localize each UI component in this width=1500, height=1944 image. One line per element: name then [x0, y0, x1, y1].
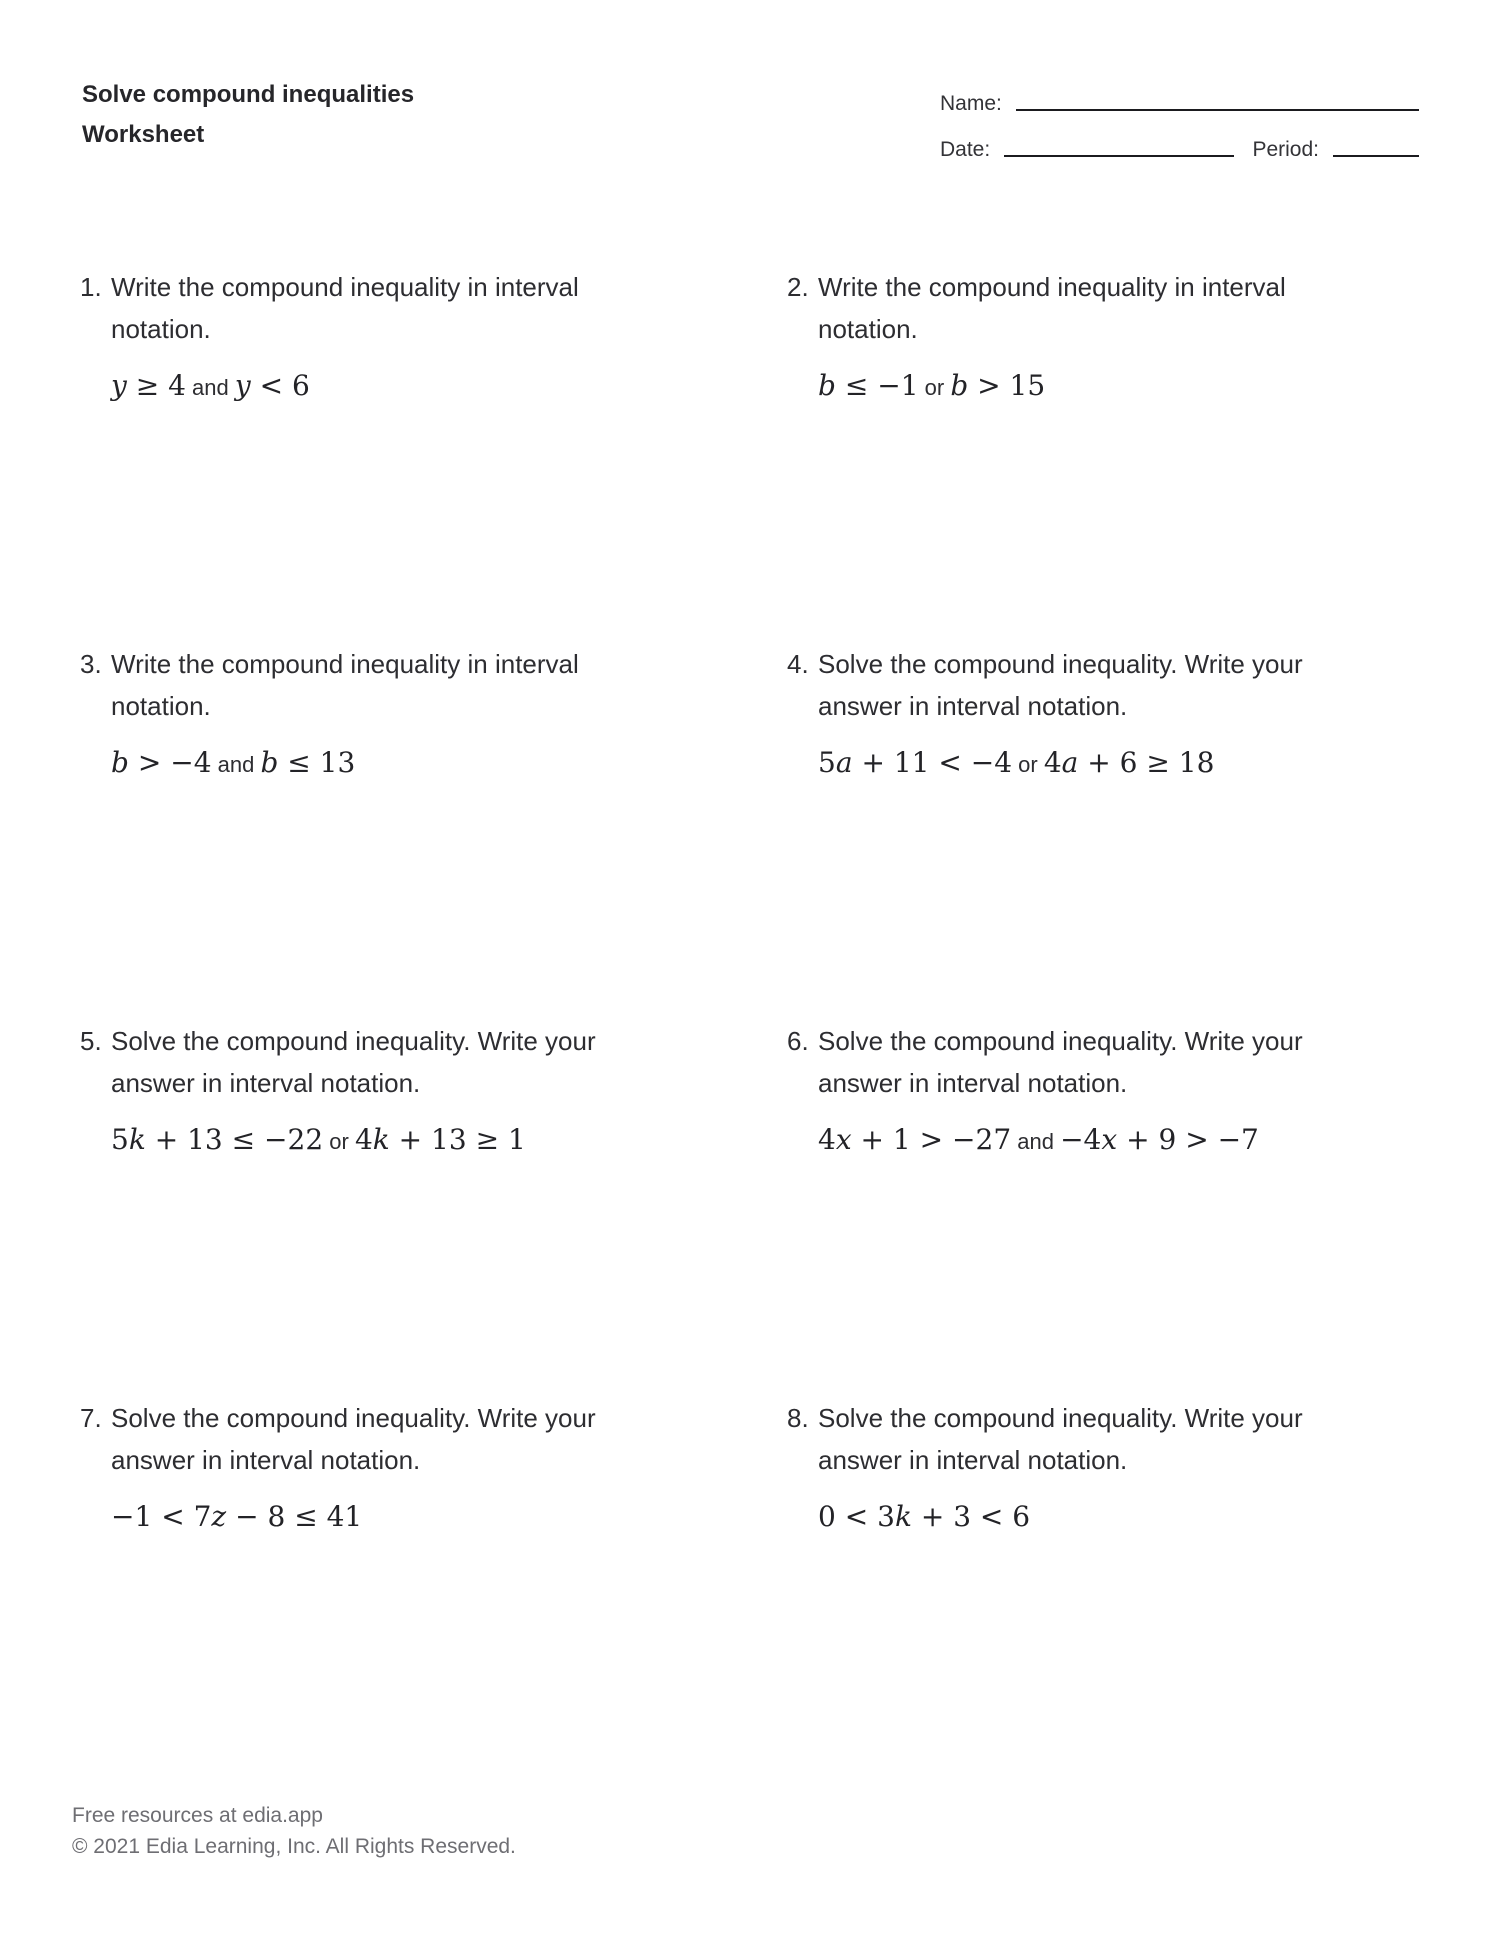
connector-word: or [1012, 752, 1044, 777]
problem-number: 5. [80, 1026, 102, 1056]
math-segment: b > −4 [111, 746, 212, 779]
connector-word: and [1011, 1129, 1061, 1154]
problem-item [80, 1020, 720, 1397]
math-variable: x [1101, 1123, 1118, 1156]
problem-expression [818, 1118, 1427, 1164]
problem-expression [818, 1495, 1427, 1539]
problem-prompt-row [80, 1020, 720, 1104]
date-period-field-row [940, 137, 1419, 163]
math-segment: y ≥ 4 [111, 369, 186, 402]
period-label: Period: [1252, 138, 1319, 161]
problem-item [787, 1397, 1427, 1774]
math-segment: b > 15 [950, 369, 1046, 402]
math-variable: y [234, 369, 251, 402]
math-variable: k [372, 1123, 390, 1156]
math-segment: y < 6 [234, 369, 310, 402]
problem-prompt-row [80, 643, 720, 727]
math-variable: z [211, 1500, 227, 1533]
problem-prompt: Write the compound inequality in interval notation. [111, 272, 579, 344]
problem-prompt-row [787, 1397, 1427, 1481]
problem-expression [111, 1495, 720, 1539]
math-segment: −4x + 9 > −7 [1060, 1123, 1259, 1156]
problem-number: 6. [787, 1026, 809, 1056]
problem-prompt-row [787, 266, 1427, 350]
problem-item [787, 1020, 1427, 1397]
worksheet-title-line2: Worksheet [82, 121, 205, 148]
problem-prompt: Write the compound inequality in interval notation. [111, 649, 579, 721]
math-variable: y [111, 369, 127, 402]
problem-prompt: Solve the compound inequality. Write your answer in interval notation. [818, 649, 1303, 721]
problem-item [787, 266, 1427, 643]
math-variable: k [128, 1123, 146, 1156]
problem-prompt: Write the compound inequality in interval notation. [818, 272, 1286, 344]
problem-expression [111, 1118, 720, 1164]
problem-number: 2. [787, 272, 809, 302]
problem-prompt-row [80, 1397, 720, 1481]
math-segment: 5a + 11 < −4 [818, 746, 1013, 779]
math-variable: b [950, 369, 969, 402]
math-variable: k [894, 1500, 912, 1533]
problem-item [80, 266, 720, 643]
footer-copyright-line: © 2021 Edia Learning, Inc. All Rights Reserved. [72, 1835, 516, 1858]
problems-grid [80, 266, 1427, 1774]
name-blank-line [1016, 109, 1419, 111]
problem-number: 4. [787, 649, 809, 679]
problem-prompt: Solve the compound inequality. Write your answer in interval notation. [111, 1403, 596, 1475]
problem-expression [818, 364, 1427, 410]
name-label: Name: [940, 92, 1002, 115]
problem-number: 8. [787, 1403, 809, 1433]
date-label: Date: [940, 138, 991, 161]
student-fields [940, 91, 1419, 163]
math-variable: b [818, 369, 836, 402]
problem-number: 3. [80, 649, 102, 679]
problem-number: 1. [80, 272, 102, 302]
page-footer [72, 1800, 516, 1862]
period-blank-line [1333, 155, 1419, 157]
math-segment: 5k + 13 ≤ −22 [111, 1123, 324, 1156]
math-variable: x [835, 1123, 852, 1156]
math-variable: a [1061, 746, 1079, 779]
problem-prompt-row [787, 1020, 1427, 1104]
name-field-row [940, 91, 1419, 117]
problem-expression [111, 741, 720, 787]
connector-word: or [918, 375, 951, 400]
date-blank-line [1004, 155, 1234, 157]
math-variable: a [835, 746, 853, 779]
problem-prompt: Solve the compound inequality. Write your answer in interval notation. [818, 1026, 1303, 1098]
problem-item [787, 643, 1427, 1020]
math-segment: −1 < 7z − 8 ≤ 41 [111, 1500, 363, 1533]
problem-expression [111, 364, 720, 410]
connector-word: and [211, 752, 261, 777]
problem-prompt: Solve the compound inequality. Write your answer in interval notation. [818, 1403, 1303, 1475]
math-segment: 4a + 6 ≥ 18 [1043, 746, 1215, 779]
problem-item [80, 1397, 720, 1774]
problem-item [80, 643, 720, 1020]
problem-prompt: Solve the compound inequality. Write your answer in interval notation. [111, 1026, 596, 1098]
footer-resources-line: Free resources at edia.app [72, 1804, 323, 1827]
problem-number: 7. [80, 1403, 102, 1433]
connector-word: or [323, 1129, 355, 1154]
problem-expression [818, 741, 1427, 787]
math-variable: b [111, 746, 129, 779]
math-segment: b ≤ 13 [260, 746, 356, 779]
worksheet-title [82, 75, 414, 155]
math-segment: 4k + 13 ≥ 1 [354, 1123, 526, 1156]
worksheet-title-line1: Solve compound inequalities [82, 81, 415, 108]
math-segment: 0 < 3k + 3 < 6 [818, 1500, 1031, 1533]
connector-word: and [185, 375, 235, 400]
problem-prompt-row [787, 643, 1427, 727]
math-segment: b ≤ −1 [818, 369, 919, 402]
problem-prompt-row [80, 266, 720, 350]
math-variable: b [260, 746, 279, 779]
math-segment: 4x + 1 > −27 [818, 1123, 1012, 1156]
